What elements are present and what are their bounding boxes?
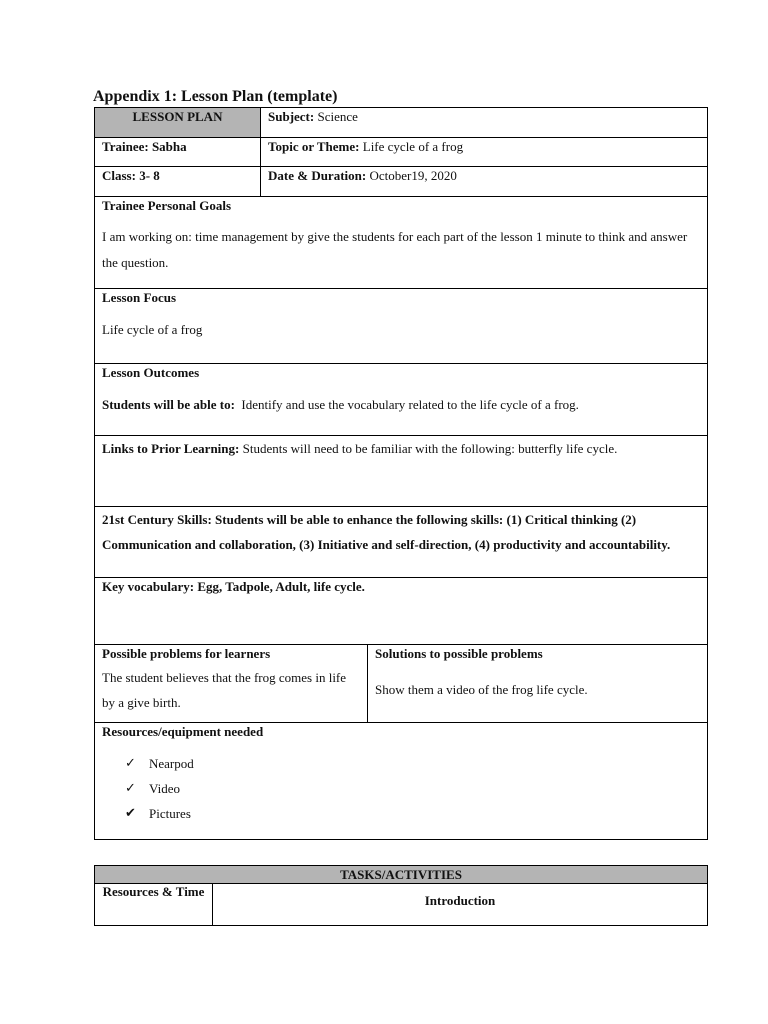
- subject-value: Science: [317, 109, 358, 124]
- class-value: 3- 8: [139, 168, 160, 183]
- lesson-outcomes-text: Identify and use the vocabulary related to the life cycle of a frog.: [241, 397, 579, 412]
- introduction-cell: [213, 880, 707, 921]
- century-skills-section: [95, 507, 707, 577]
- personal-goals-section: [95, 197, 707, 288]
- topic-value: Life cycle of a frog: [362, 139, 464, 154]
- resources-section: [95, 723, 707, 839]
- trainee-value: Sabha: [151, 139, 187, 154]
- resources-list: [125, 751, 700, 826]
- resource-item: [125, 801, 700, 826]
- trainee-label: Trainee:: [102, 139, 149, 154]
- resource-item: [125, 776, 700, 801]
- trainee-cell: [95, 138, 260, 166]
- problems-heading: Possible problems for learners: [102, 646, 271, 661]
- personal-goals-heading: Trainee Personal Goals: [102, 198, 232, 213]
- resources-time-cell: [95, 880, 212, 921]
- introduction-label: Introduction: [424, 893, 496, 908]
- personal-goals-text: I am working on: time management by give the students for each part of the lesson 1 minute to think and answer the question.: [102, 229, 688, 270]
- tasks-heading: TASKS/ACTIVITIES: [340, 867, 462, 882]
- tasks-table: [94, 865, 708, 926]
- lesson-plan-table: [94, 107, 708, 840]
- class-cell: [95, 167, 260, 196]
- document-title: Appendix 1: Lesson Plan (template): [93, 88, 338, 105]
- problems-text: The student believes that the frog comes in life by a give birth.: [102, 670, 347, 710]
- key-vocabulary-text: Key vocabulary: Egg, Tadpole, Adult, life cycle.: [102, 579, 365, 594]
- lesson-outcomes-label: Students will be able to:: [102, 397, 235, 412]
- class-label: Class:: [102, 168, 136, 183]
- solutions-heading: Solutions to possible problems: [375, 646, 543, 661]
- subject-cell: [261, 108, 708, 137]
- century-skills-text: 21st Century Skills: Students will be able to enhance the following skills: (1) Critical thinking (2) Communication and collaboration, (3) Initiative and self-direction, (4) productivity and accountability.: [102, 512, 671, 552]
- solutions-cell: [368, 645, 707, 722]
- lesson-plan-label: LESSON PLAN: [132, 109, 223, 124]
- date-cell: [261, 167, 708, 196]
- subject-label: Subject:: [268, 109, 315, 124]
- lesson-focus-heading: Lesson Focus: [102, 290, 177, 305]
- lesson-plan-label-cell: [95, 108, 260, 137]
- resource-label: Pictures: [149, 806, 191, 821]
- resource-label: Video: [149, 781, 180, 796]
- resources-heading: Resources/equipment needed: [102, 724, 264, 739]
- topic-label: Topic or Theme:: [268, 139, 360, 154]
- prior-learning-label: Links to Prior Learning:: [102, 441, 240, 456]
- check-icon: ✓: [125, 756, 136, 771]
- resources-time-label: Resources & Time: [102, 884, 205, 899]
- resource-label: Nearpod: [149, 756, 194, 771]
- problems-cell: [95, 645, 367, 722]
- lesson-outcomes-section: [95, 364, 707, 435]
- check-icon: ✓: [125, 781, 136, 796]
- solutions-text: Show them a video of the frog life cycle.: [375, 682, 588, 697]
- check-icon: ✔: [125, 806, 136, 821]
- prior-learning-section: [95, 436, 707, 506]
- topic-cell: [261, 138, 708, 166]
- date-value: October19, 2020: [369, 168, 457, 183]
- resource-item: [125, 751, 700, 776]
- key-vocabulary-section: [95, 578, 707, 644]
- lesson-outcomes-heading: Lesson Outcomes: [102, 365, 200, 380]
- lesson-focus-section: [95, 289, 707, 363]
- prior-learning-text: Students will need to be familiar with the following: butterfly life cycle.: [242, 441, 618, 456]
- date-label: Date & Duration:: [268, 168, 367, 183]
- lesson-focus-text: Life cycle of a frog: [102, 322, 203, 337]
